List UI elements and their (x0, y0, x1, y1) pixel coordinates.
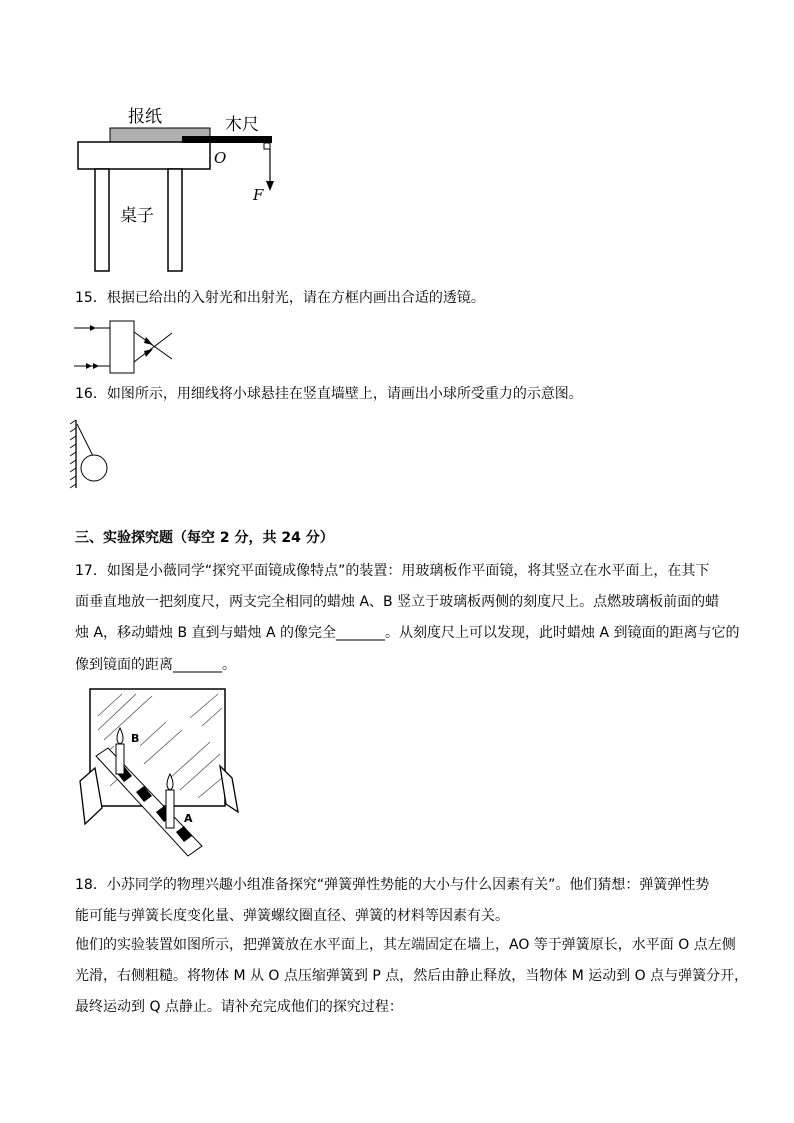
hanging-ball-figure (68, 416, 118, 494)
lens-box-figure (72, 318, 192, 378)
ball (81, 455, 107, 481)
question-17-line-3: 烛 A，移动蜡烛 B 直到与蜡烛 A 的像完全_______。从刻度尺上可以发现，此时蜡烛 A 到镜面的距离与它的 (75, 625, 740, 641)
table-leg-right (168, 169, 182, 271)
candle-a-label: A (184, 812, 193, 825)
ruler-label: 木尺 (225, 115, 259, 135)
table-ruler-figure (70, 95, 290, 275)
exit-arrow-bottom (144, 349, 153, 357)
section-3-title: 三、实验探究题（每空 2 分，共 24 分） (75, 530, 334, 546)
question-15: 15．根据已给出的入射光和出射光，请在方框内画出合适的透镜。 (75, 290, 485, 306)
question-18-line-2: 能可能与弹簧长度变化量、弹簧螺纹圈直径、弹簧的材料等因素有关。 (75, 908, 509, 924)
candle-b-label: B (131, 732, 140, 745)
exit-arrow-top (144, 337, 153, 345)
force-label: F (253, 186, 264, 204)
wooden-ruler (182, 136, 272, 143)
table-leg-left (95, 169, 109, 271)
question-18-line-1: 18．小苏同学的物理兴趣小组准备探究“弹簧弹性势能的大小与什么因素有关”。他们猜想：弹簧弹性势 (75, 877, 710, 893)
candle-b (116, 744, 124, 774)
exit-ray-bottom (134, 333, 172, 362)
lens-box (110, 321, 134, 373)
question-16: 16．如图所示，用细线将小球悬挂在竖直墙壁上，请画出小球所受重力的示意图。 (75, 386, 583, 402)
question-18-line-5: 最终运动到 Q 点静止。请补充完成他们的探究过程： (75, 999, 403, 1015)
tabletop (78, 142, 210, 169)
question-17-line-4: 像到镜面的距离_______。 (75, 657, 236, 673)
candle-a (166, 790, 174, 828)
string (77, 424, 94, 458)
newspaper-label: 报纸 (128, 107, 162, 127)
question-17-line-2: 面垂直地放一把刻度尺，两支完全相同的蜡烛 A、B 竖立于玻璃板两侧的刻度尺上。点燃玻璃板前面的蜡 (75, 594, 720, 610)
glass-plate (90, 689, 225, 806)
table-label: 桌子 (120, 206, 154, 226)
force-point (264, 143, 270, 149)
plane-mirror-figure (70, 686, 250, 861)
force-arrowhead (266, 181, 274, 191)
question-17-line-1: 17．如图是小薇同学“探究平面镜成像特点”的装置：用玻璃板作平面镜，将其竖立在水平面上，在其下 (75, 563, 710, 579)
question-18-line-3: 他们的实验装置如图所示，把弹簧放在水平面上，其左端固定在墙上，AO 等于弹簧原长，水平面 O 点左侧 (75, 937, 736, 953)
incident-arrow-bottom-b (93, 363, 99, 369)
pivot-label: O (214, 149, 227, 167)
wall-hatching (70, 420, 76, 488)
question-18-line-4: 光滑，右侧粗糙。将物体 M 从 O 点压缩弹簧到 P 点，然后由静止释放，当物体 M 运动到 O 点与弹簧分开， (75, 968, 749, 984)
exit-ray-top (134, 332, 172, 359)
incident-arrow-bottom-a (86, 363, 92, 369)
incident-arrow-top (90, 325, 96, 331)
